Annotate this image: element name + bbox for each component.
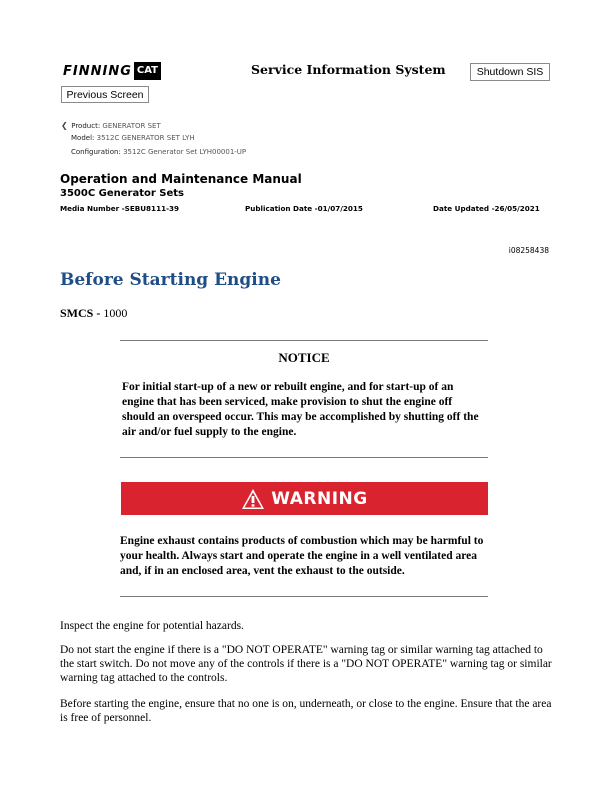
publication-date: Publication Date -01/07/2015: [245, 204, 363, 213]
page-heading: Before Starting Engine: [60, 270, 281, 290]
date-updated: Date Updated -26/05/2021: [433, 204, 540, 213]
divider: [120, 596, 488, 597]
configuration-line: [71, 148, 246, 156]
model-label: Model:: [71, 134, 95, 142]
product-value: GENERATOR SET: [102, 122, 161, 130]
chevron-left-icon[interactable]: ❮: [61, 121, 68, 130]
notice-text: For initial start-up of a new or rebuilt engine, and for start-up of an engine that has been serviced, make provision to shut the engine off should an overspeed occur. This may be accomplished by shutting off the air and/or fuel supply to the engine.: [122, 381, 479, 438]
paragraph: Inspect the engine for potential hazards.: [60, 620, 244, 632]
divider: [120, 457, 488, 458]
previous-screen-button[interactable]: Previous Screen: [61, 86, 149, 103]
notice-title: NOTICE: [278, 350, 330, 365]
warning-text: Engine exhaust contains products of combustion which may be harmful to your health. Always start and operate the engine in a well ventilated area and, if in an enclosed area, vent the exhaust to the outside.: [120, 535, 484, 577]
manual-subtitle: 3500C Generator Sets: [60, 188, 185, 199]
smcs-value: 1000: [103, 306, 128, 320]
configuration-value: 3512C Generator Set LYH00001-UP: [123, 148, 247, 156]
system-title: Service Information System: [251, 62, 446, 77]
product-line: [61, 121, 161, 130]
divider: [120, 340, 488, 341]
media-number: Media Number -SEBU8111-39: [60, 204, 180, 213]
warning-label: WARNING: [271, 488, 368, 509]
cat-badge: CAT: [134, 62, 161, 80]
paragraph: Do not start the engine if there is a "DO NOT OPERATE" warning tag or similar warning tag attached to the start switch. Do not move any of the controls if there is a "DO NOT OPERATE" warning tag or similar warning tag attached to the controls.: [60, 644, 552, 684]
model-line: [71, 134, 195, 142]
configuration-label: Configuration:: [71, 148, 121, 156]
product-label: Product:: [71, 122, 101, 130]
finning-cat-logo: [63, 61, 161, 81]
model-value: 3512C GENERATOR SET LYH: [96, 134, 195, 142]
logo-text: FINNING: [63, 63, 132, 79]
document-id: i08258438: [508, 246, 549, 255]
paragraph: Before starting the engine, ensure that no one is on, underneath, or close to the engine. Ensure that the area is free of personnel.: [60, 698, 552, 724]
manual-title: Operation and Maintenance Manual: [60, 172, 302, 186]
smcs-code: [60, 306, 127, 321]
smcs-label: SMCS -: [60, 306, 101, 320]
warning-banner: [121, 482, 488, 515]
shutdown-sis-button[interactable]: Shutdown SIS: [470, 63, 550, 81]
warning-triangle-icon: [241, 488, 265, 510]
